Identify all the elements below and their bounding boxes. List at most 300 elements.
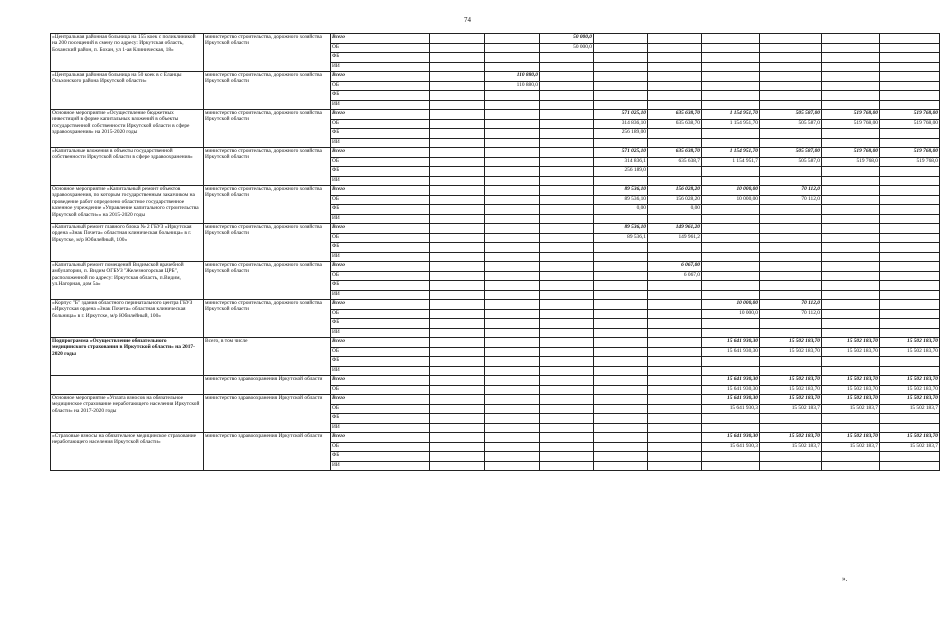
amount-cell (822, 271, 880, 281)
amount-cell (594, 243, 648, 253)
amount-cell: 15 502 183,70 (760, 433, 822, 443)
funding-source-cell: ОБ (331, 309, 430, 319)
amount-cell (540, 214, 594, 224)
amount-cell (880, 138, 940, 148)
empty-cell (430, 138, 485, 148)
empty-cell (430, 195, 485, 205)
amount-cell (485, 62, 540, 72)
empty-cell (430, 252, 485, 262)
amount-cell (540, 281, 594, 291)
amount-cell (540, 129, 594, 139)
amount-cell (880, 100, 940, 110)
amount-cell (648, 452, 702, 462)
empty-cell (430, 53, 485, 63)
amount-cell (594, 252, 648, 262)
amount-cell (485, 366, 540, 376)
funding-source-cell: ОБ (331, 271, 430, 281)
amount-cell: 505 587,0 (760, 157, 822, 167)
amount-cell: 519 768,00 (880, 148, 940, 158)
table-row (51, 148, 940, 158)
amount-cell (822, 357, 880, 367)
amount-cell (822, 328, 880, 338)
amount-cell: 519 768,00 (822, 110, 880, 120)
amount-cell: 256 189,00 (594, 129, 648, 139)
empty-cell (430, 243, 485, 253)
amount-cell (594, 347, 648, 357)
executor-cell: министерство строительства, дорожного хозяйства Иркутской области (204, 186, 331, 224)
amount-cell (760, 72, 822, 82)
empty-cell (430, 319, 485, 329)
amount-cell (880, 366, 940, 376)
amount-cell (702, 176, 760, 186)
amount-cell: 89 536,10 (594, 186, 648, 196)
amount-cell (702, 81, 760, 91)
funding-source-cell: ИИ (331, 366, 430, 376)
amount-cell (540, 243, 594, 253)
activity-name-cell: «Капитальные вложения в объекты государственной собственности Иркутской области в сфере здравоохранения» (51, 148, 204, 186)
amount-cell (760, 100, 822, 110)
amount-cell (594, 176, 648, 186)
amount-cell (648, 385, 702, 395)
activity-name-cell: «Капитальный ремонт главного блока № 2 ГБУЗ «Иркутская ордена «Знак Почета» областная клиническая больница» в г. Иркутске, м/р Юбилейный, 100» (51, 224, 204, 262)
amount-cell (648, 34, 702, 44)
amount-cell: 15 502 183,70 (880, 338, 940, 348)
amount-cell (485, 148, 540, 158)
amount-cell: 15 502 183,70 (760, 395, 822, 405)
amount-cell: 635 638,7 (648, 157, 702, 167)
empty-cell (430, 129, 485, 139)
amount-cell (485, 157, 540, 167)
amount-cell (540, 148, 594, 158)
amount-cell (485, 376, 540, 386)
table-row (51, 262, 940, 272)
empty-cell (430, 233, 485, 243)
amount-cell (648, 100, 702, 110)
amount-cell (880, 91, 940, 101)
amount-cell (822, 461, 880, 471)
amount-cell (760, 290, 822, 300)
amount-cell: 505 587,0 (760, 119, 822, 129)
funding-source-cell: Всего (331, 110, 430, 120)
amount-cell (594, 81, 648, 91)
empty-cell (430, 119, 485, 129)
amount-cell (485, 271, 540, 281)
amount-cell (594, 271, 648, 281)
amount-cell (880, 262, 940, 272)
amount-cell (540, 138, 594, 148)
amount-cell (485, 404, 540, 414)
amount-cell (485, 243, 540, 253)
amount-cell (760, 34, 822, 44)
empty-cell (430, 366, 485, 376)
amount-cell (880, 290, 940, 300)
amount-cell (485, 138, 540, 148)
amount-cell (540, 414, 594, 424)
amount-cell (648, 347, 702, 357)
amount-cell (648, 243, 702, 253)
amount-cell (702, 91, 760, 101)
amount-cell (702, 100, 760, 110)
amount-cell (702, 72, 760, 82)
amount-cell: 635 638,70 (648, 119, 702, 129)
funding-source-cell: ОБ (331, 442, 430, 452)
amount-cell (760, 328, 822, 338)
amount-cell (760, 62, 822, 72)
empty-cell (430, 385, 485, 395)
executor-cell: министерство здравоохранения Иркутской области (204, 433, 331, 471)
empty-cell (430, 262, 485, 272)
amount-cell (540, 81, 594, 91)
amount-cell (702, 43, 760, 53)
amount-cell (702, 328, 760, 338)
amount-cell: 256 189,0 (594, 167, 648, 177)
amount-cell: 89 536,10 (594, 224, 648, 234)
amount-cell (540, 319, 594, 329)
amount-cell (485, 442, 540, 452)
amount-cell (540, 395, 594, 405)
amount-cell (540, 404, 594, 414)
funding-source-cell: ИИ (331, 423, 430, 433)
amount-cell (702, 243, 760, 253)
amount-cell: 70 112,0 (760, 195, 822, 205)
amount-cell (880, 452, 940, 462)
amount-cell (648, 214, 702, 224)
funding-source-cell: Всего (331, 224, 430, 234)
funding-source-cell: ФБ (331, 91, 430, 101)
funding-source-cell: ИИ (331, 214, 430, 224)
amount-cell (540, 100, 594, 110)
funding-source-cell: ФБ (331, 452, 430, 462)
amount-cell (648, 414, 702, 424)
funding-source-cell: ФБ (331, 319, 430, 329)
empty-cell (430, 309, 485, 319)
amount-cell (760, 224, 822, 234)
amount-cell (540, 357, 594, 367)
empty-cell (430, 176, 485, 186)
activity-name-cell (51, 376, 204, 395)
amount-cell: 314 836,10 (594, 119, 648, 129)
amount-cell (540, 72, 594, 82)
amount-cell: 6 067,0 (648, 271, 702, 281)
amount-cell (880, 233, 940, 243)
table-row (51, 186, 940, 196)
amount-cell (540, 338, 594, 348)
amount-cell (648, 395, 702, 405)
amount-cell (822, 62, 880, 72)
activity-name-cell: Основное мероприятие «Осуществление бюджетных инвестиций в форме капитальных вложений в объекты государственной собственности Иркутской области в сфере здравоохранения» на 2015-2020 годы (51, 110, 204, 148)
activity-name-cell: «Корпус "Б" здания областного перинатального центра ГБУЗ «Иркутская ордена «Знак Почета» областная клиническая больница» в г. Иркутске, м/р Юбилейный, 100» (51, 300, 204, 338)
amount-cell (540, 347, 594, 357)
funding-source-cell: ОБ (331, 385, 430, 395)
amount-cell (648, 43, 702, 53)
amount-cell (540, 91, 594, 101)
empty-cell (430, 452, 485, 462)
amount-cell (540, 157, 594, 167)
empty-cell (430, 414, 485, 424)
amount-cell (760, 414, 822, 424)
amount-cell: 15 502 183,7 (880, 404, 940, 414)
amount-cell (702, 252, 760, 262)
amount-cell: 15 502 183,70 (760, 347, 822, 357)
amount-cell: 50 000,0 (540, 34, 594, 44)
amount-cell (822, 366, 880, 376)
amount-cell (760, 81, 822, 91)
amount-cell (540, 442, 594, 452)
amount-cell (822, 281, 880, 291)
amount-cell (485, 167, 540, 177)
table-row (51, 338, 940, 348)
amount-cell (760, 271, 822, 281)
empty-cell (430, 338, 485, 348)
executor-cell: министерство строительства, дорожного хозяйства Иркутской области (204, 300, 331, 338)
amount-cell (648, 338, 702, 348)
amount-cell (760, 214, 822, 224)
amount-cell: 10 000,00 (702, 195, 760, 205)
empty-cell (430, 357, 485, 367)
amount-cell (594, 300, 648, 310)
empty-cell (430, 34, 485, 44)
budget-table (50, 33, 940, 471)
funding-source-cell: ФБ (331, 243, 430, 253)
funding-source-cell: Всего (331, 338, 430, 348)
amount-cell: 15 502 183,7 (822, 442, 880, 452)
closing-quote-mark: ». (842, 575, 848, 583)
amount-cell (594, 62, 648, 72)
amount-cell (485, 110, 540, 120)
executor-cell: министерство строительства, дорожного хозяйства Иркутской области (204, 262, 331, 300)
amount-cell (880, 357, 940, 367)
funding-source-cell: ФБ (331, 414, 430, 424)
amount-cell: 15 502 183,7 (760, 442, 822, 452)
amount-cell (540, 300, 594, 310)
funding-source-cell: ИИ (331, 252, 430, 262)
funding-source-cell: ИИ (331, 138, 430, 148)
amount-cell: 15 502 183,70 (822, 395, 880, 405)
empty-cell (430, 72, 485, 82)
amount-cell (760, 53, 822, 63)
amount-cell (880, 319, 940, 329)
executor-cell: министерство здравоохранения Иркутской области (204, 376, 331, 395)
amount-cell (485, 290, 540, 300)
amount-cell (648, 376, 702, 386)
amount-cell (594, 290, 648, 300)
funding-source-cell: ОБ (331, 43, 430, 53)
amount-cell: 519 768,0 (880, 157, 940, 167)
empty-cell (430, 347, 485, 357)
amount-cell: 10 000,0 (702, 309, 760, 319)
amount-cell: 15 502 183,70 (880, 385, 940, 395)
amount-cell (485, 395, 540, 405)
amount-cell (485, 328, 540, 338)
amount-cell (540, 385, 594, 395)
funding-source-cell: Всего (331, 395, 430, 405)
amount-cell (648, 81, 702, 91)
funding-source-cell: ФБ (331, 281, 430, 291)
amount-cell (648, 53, 702, 63)
amount-cell: 571 025,10 (594, 110, 648, 120)
amount-cell (822, 100, 880, 110)
activity-name-cell: Основное мероприятие «Капитальный ремонт объектов здравоохранения, по которым государственным заказчиком на проведение работ определено областное государственное казенное учреждение «Управление капитального строительства Иркутской области»» на 2015-2020 годы (51, 186, 204, 224)
amount-cell (485, 414, 540, 424)
funding-source-cell: ОБ (331, 81, 430, 91)
amount-cell (540, 195, 594, 205)
amount-cell (822, 233, 880, 243)
amount-cell (760, 233, 822, 243)
funding-source-cell: Всего (331, 376, 430, 386)
amount-cell: 70 112,0 (760, 300, 822, 310)
amount-cell (485, 34, 540, 44)
funding-source-cell: Всего (331, 148, 430, 158)
funding-source-cell: ИИ (331, 62, 430, 72)
amount-cell (880, 53, 940, 63)
amount-cell (594, 442, 648, 452)
amount-cell: 70 112,0 (760, 309, 822, 319)
page-number: 74 (464, 16, 471, 24)
amount-cell (485, 262, 540, 272)
amount-cell: 15 502 183,70 (760, 376, 822, 386)
amount-cell (540, 252, 594, 262)
empty-cell (430, 81, 485, 91)
amount-cell (540, 53, 594, 63)
funding-source-cell: ОБ (331, 347, 430, 357)
amount-cell (702, 138, 760, 148)
amount-cell (702, 53, 760, 63)
amount-cell: 15 502 183,7 (880, 442, 940, 452)
amount-cell (648, 423, 702, 433)
amount-cell: 519 768,00 (880, 110, 940, 120)
amount-cell: 635 638,70 (648, 148, 702, 158)
amount-cell: 89 536,10 (594, 195, 648, 205)
amount-cell (702, 366, 760, 376)
amount-cell (594, 366, 648, 376)
amount-cell (702, 214, 760, 224)
amount-cell: 1 154 951,7 (702, 157, 760, 167)
amount-cell (594, 404, 648, 414)
empty-cell (430, 423, 485, 433)
table-row (51, 395, 940, 405)
amount-cell: 15 641 930,30 (702, 347, 760, 357)
amount-cell (702, 233, 760, 243)
amount-cell (485, 433, 540, 443)
amount-cell (485, 347, 540, 357)
amount-cell: 15 641 930,30 (702, 376, 760, 386)
amount-cell (648, 72, 702, 82)
amount-cell: 15 502 183,70 (822, 338, 880, 348)
amount-cell (822, 423, 880, 433)
amount-cell (702, 281, 760, 291)
amount-cell: 1 154 951,70 (702, 110, 760, 120)
amount-cell (702, 461, 760, 471)
amount-cell: 110 880,0 (485, 72, 540, 82)
amount-cell (594, 43, 648, 53)
amount-cell (880, 167, 940, 177)
amount-cell (760, 281, 822, 291)
amount-cell (702, 414, 760, 424)
amount-cell (760, 129, 822, 139)
empty-cell (430, 43, 485, 53)
amount-cell: 635 638,70 (648, 110, 702, 120)
amount-cell (485, 233, 540, 243)
activity-name-cell: Подпрограмма «Осуществление обязательного медицинского страхования в Иркутской области» на 2017-2020 годы (51, 338, 204, 376)
amount-cell (702, 357, 760, 367)
amount-cell: 149 961,20 (648, 224, 702, 234)
empty-cell (430, 442, 485, 452)
amount-cell (540, 461, 594, 471)
amount-cell: 15 641 930,3 (702, 442, 760, 452)
amount-cell (540, 205, 594, 215)
table-row (51, 224, 940, 234)
activity-name-cell: «Центральная районная больница на 50 коек в с Еланцы Ольхонского района Иркутской области» (51, 72, 204, 110)
amount-cell (760, 176, 822, 186)
amount-cell: 519 768,00 (822, 119, 880, 129)
empty-cell (430, 224, 485, 234)
amount-cell (760, 452, 822, 462)
amount-cell (760, 167, 822, 177)
amount-cell (822, 138, 880, 148)
funding-source-cell: ФБ (331, 357, 430, 367)
amount-cell (822, 43, 880, 53)
amount-cell: 15 502 183,70 (760, 385, 822, 395)
empty-cell (430, 433, 485, 443)
amount-cell (594, 395, 648, 405)
funding-source-cell: Всего (331, 433, 430, 443)
amount-cell (540, 433, 594, 443)
amount-cell (880, 205, 940, 215)
amount-cell (485, 281, 540, 291)
amount-cell (822, 300, 880, 310)
amount-cell (702, 319, 760, 329)
funding-source-cell: ОБ (331, 195, 430, 205)
amount-cell (822, 214, 880, 224)
amount-cell (540, 328, 594, 338)
amount-cell (594, 376, 648, 386)
amount-cell (702, 423, 760, 433)
amount-cell (760, 357, 822, 367)
amount-cell (648, 176, 702, 186)
amount-cell (880, 281, 940, 291)
amount-cell (702, 452, 760, 462)
amount-cell (822, 72, 880, 82)
empty-cell (430, 290, 485, 300)
amount-cell (485, 214, 540, 224)
amount-cell (485, 224, 540, 234)
amount-cell (648, 252, 702, 262)
amount-cell (880, 224, 940, 234)
amount-cell (540, 309, 594, 319)
amount-cell (880, 81, 940, 91)
amount-cell (702, 290, 760, 300)
amount-cell: 156 028,20 (648, 195, 702, 205)
funding-source-cell: Всего (331, 262, 430, 272)
activity-name-cell: Основное мероприятие «Уплата взносов на обязательное медицинское страхование неработающего населения Иркутской области» на 2017-2020 годы (51, 395, 204, 433)
empty-cell (430, 376, 485, 386)
executor-cell: министерство строительства, дорожного хозяйства Иркутской области (204, 148, 331, 186)
amount-cell: 505 587,00 (760, 148, 822, 158)
amount-cell (822, 129, 880, 139)
amount-cell (540, 167, 594, 177)
amount-cell (540, 452, 594, 462)
amount-cell (540, 290, 594, 300)
amount-cell (648, 461, 702, 471)
amount-cell (485, 205, 540, 215)
amount-cell: 156 028,20 (648, 186, 702, 196)
amount-cell (540, 376, 594, 386)
amount-cell (880, 243, 940, 253)
amount-cell (880, 423, 940, 433)
amount-cell (648, 62, 702, 72)
amount-cell (594, 338, 648, 348)
amount-cell (822, 319, 880, 329)
